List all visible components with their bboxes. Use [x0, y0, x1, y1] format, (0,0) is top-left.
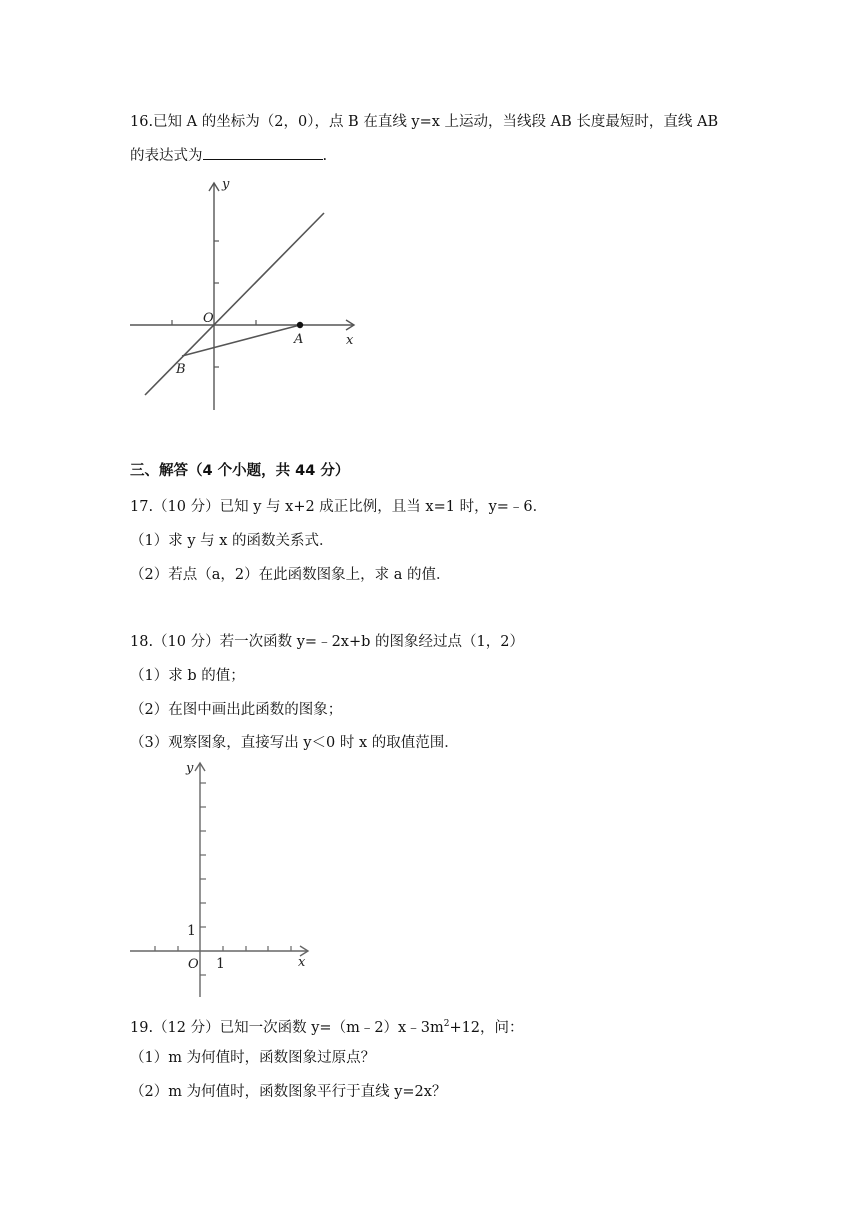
q18-label-x: x [298, 955, 306, 970]
q17-stem: 17.（10 分）已知 y 与 x+2 成正比例，且当 x=1 时，y=﹣6． [130, 499, 548, 515]
q18-label-o: O [188, 957, 199, 972]
q16-label-y: y [222, 177, 230, 192]
q18-stem: 18.（10 分）若一次函数 y=﹣2x+b 的图象经过点（1，2） [130, 634, 524, 650]
q17-part1: （1）求 y 与 x 的函数关系式． [130, 533, 334, 549]
q16-line2-suffix: . [322, 148, 328, 164]
q16-line1: 16.已知 A 的坐标为（2，0），点 B 在直线 y=x 上运动，当线段 AB 长度最短时，直线 AB [130, 114, 719, 130]
q19-stem-a: 19.（12 分）已知一次函数 y=（m﹣2）x﹣3m [130, 1019, 444, 1036]
q18-label-y: y [186, 761, 194, 776]
q16-label-x: x [346, 333, 354, 348]
q16-label-o: O [203, 311, 214, 326]
q18-part2: （2）在图中画出此函数的图象； [130, 702, 343, 718]
q16-label-a: A [294, 332, 304, 347]
q16-label-b: B [176, 362, 186, 377]
q17-part2: （2）若点（a，2）在此函数图象上，求 a 的值． [130, 567, 451, 583]
q19-stem-sup: 2 [443, 1019, 450, 1029]
q19-stem [130, 1014, 524, 1038]
section-heading: 三、解答（4 个小题，共 44 分） [130, 463, 350, 479]
q19-part1: （1）m 为何值时，函数图象过原点？ [130, 1050, 376, 1066]
q18-part1: （1）求 b 的值； [130, 668, 245, 684]
q19-part2: （2）m 为何值时，函数图象平行于直线 y=2x？ [130, 1084, 447, 1100]
q18-label-1-x: 1 [216, 956, 225, 972]
q18-part3: （3）观察图象，直接写出 y＜0 时 x 的取值范围． [130, 735, 459, 751]
q18-x-ticks [155, 946, 291, 951]
q18-label-1-y: 1 [187, 923, 196, 939]
q16-line2-prefix: 的表达式为 [130, 148, 203, 164]
q19-stem-b: +12，问： [449, 1019, 524, 1036]
q18-y-ticks [200, 783, 206, 975]
